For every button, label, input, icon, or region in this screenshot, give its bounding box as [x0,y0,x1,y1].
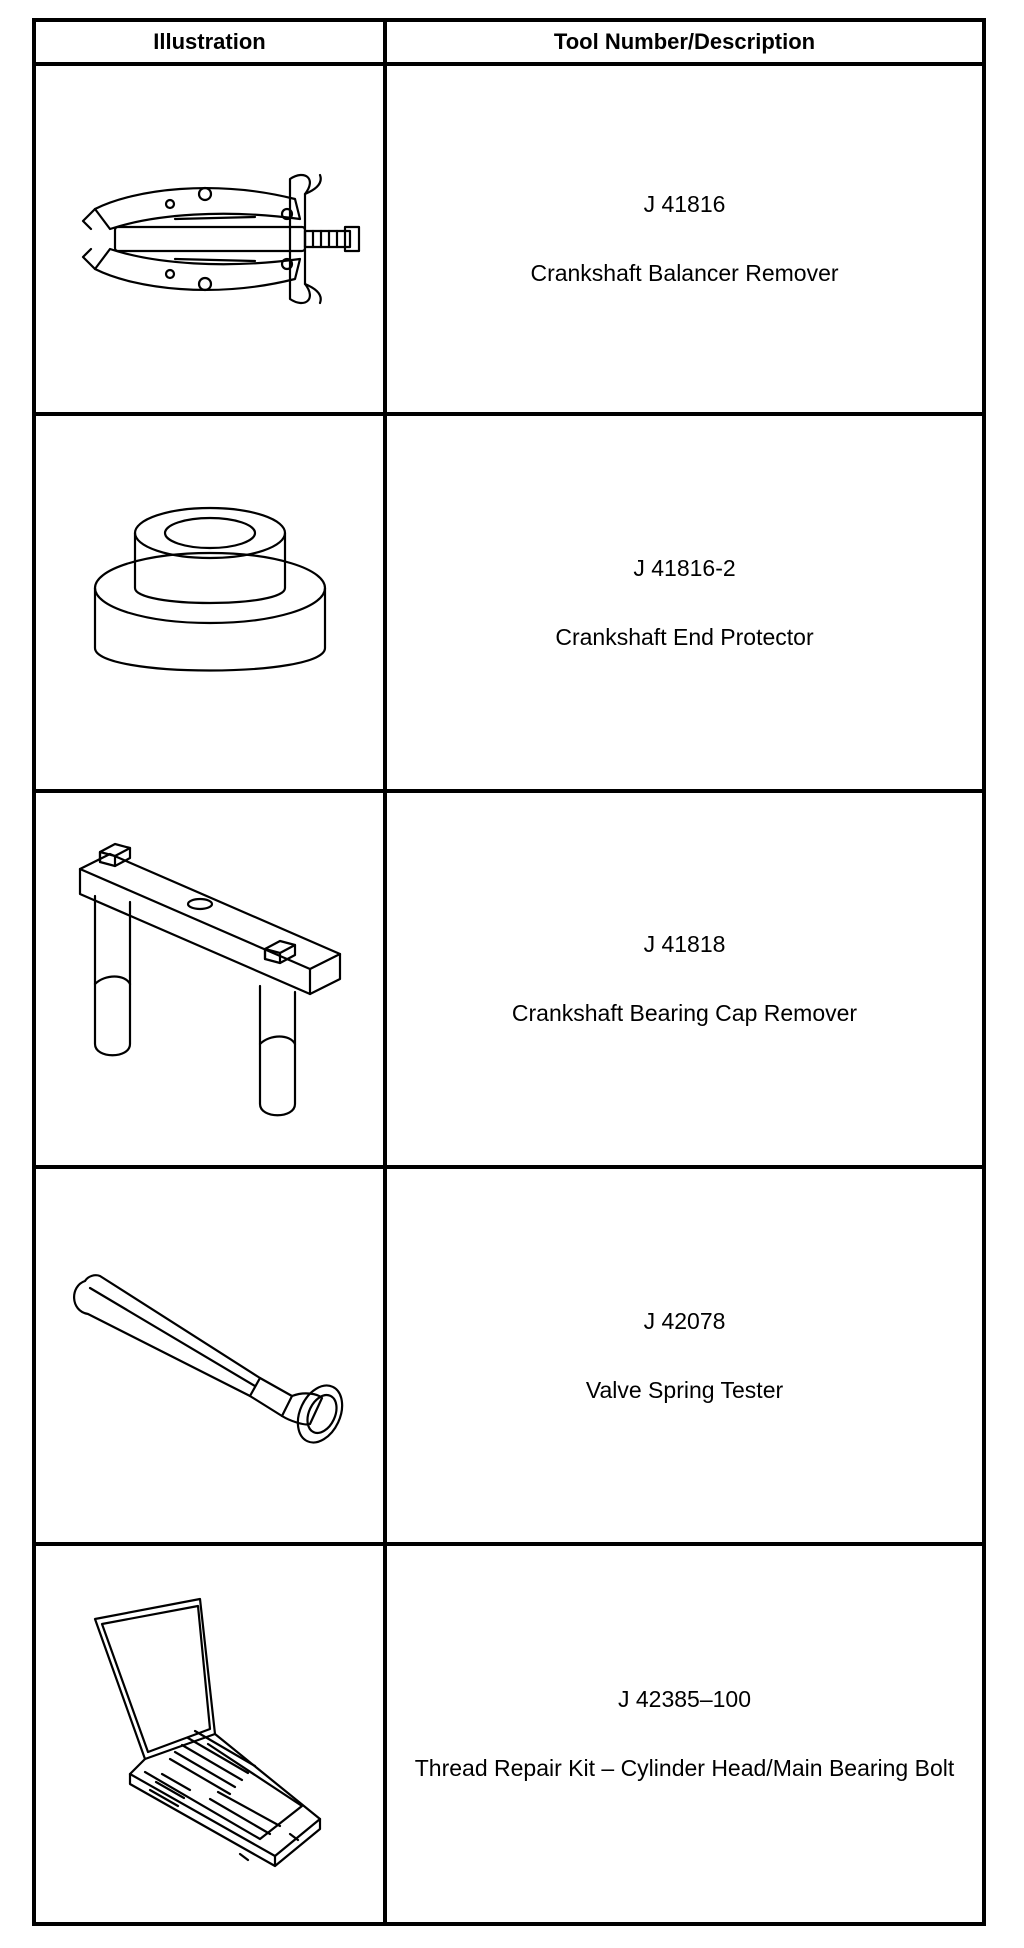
illustration-cell [36,1169,383,1542]
header-illustration: Illustration [153,29,266,54]
table-row [36,1169,982,1542]
table-row [36,66,982,412]
illustration-cell [36,66,383,412]
header-tool-number-description: Tool Number/Description [553,29,816,54]
table-row [36,793,982,1165]
illustration-cell [36,416,383,789]
tool-description-cell [387,1546,982,1922]
tool-description: Crankshaft End Protector [555,623,814,650]
tool-number: J 41816-2 [633,554,736,581]
tool-description-cell [387,416,982,789]
bearing-cap-remover-icon [70,834,350,1124]
tool-table [32,18,986,1926]
tool-number: J 42078 [643,1307,726,1334]
table-row [36,1546,982,1922]
end-protector-icon [90,503,330,703]
thread-repair-kit-icon [90,1594,330,1874]
tool-description: Valve Spring Tester [585,1376,784,1403]
tool-number: J 41818 [643,931,726,957]
tool-description-cell [387,793,982,1165]
illustration-cell [36,793,383,1165]
illustration-cell [36,1546,383,1922]
tool-description: Crankshaft Balancer Remover [530,260,839,286]
tool-description-cell [387,66,982,412]
table-row [36,416,982,789]
tool-description-cell [387,1169,982,1542]
tool-number: J 42385–100 [617,1686,751,1712]
tool-number: J 41816 [643,191,726,217]
tool-description: Crankshaft Bearing Cap Remover [511,1000,858,1026]
valve-spring-tester-icon [60,1256,360,1456]
tool-description: Thread Repair Kit – Cylinder Head/Main Bearing Bolt [414,1755,955,1781]
puller-icon [55,139,365,339]
